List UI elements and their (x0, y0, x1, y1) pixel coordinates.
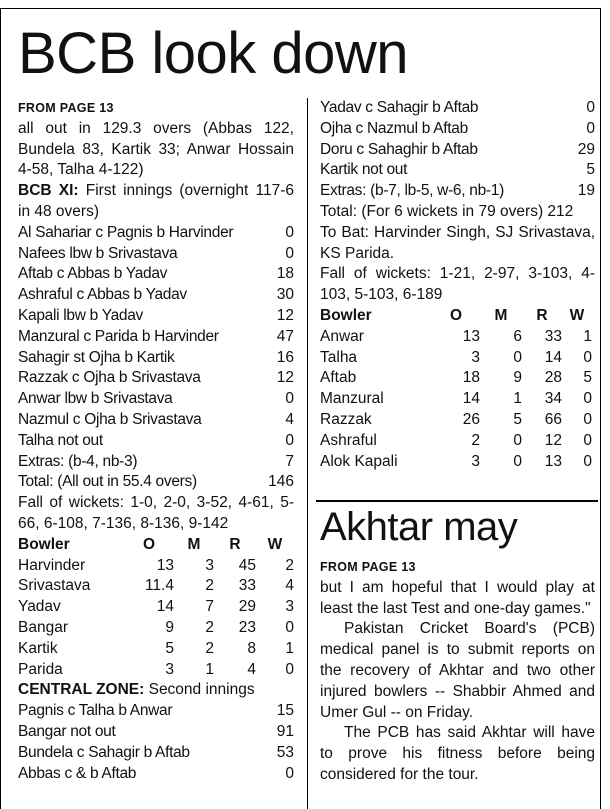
batsman-name: Extras: (b-4, nb-3) (18, 452, 138, 470)
runs-col-header: R (536, 306, 548, 324)
central-zone-label: CENTRAL ZONE: (18, 681, 145, 699)
batsman-name: Anwar lbw b Srivastava (18, 390, 173, 408)
batsman-runs: 0 (285, 431, 294, 449)
batsman-name: Total: (All out in 55.4 overs) (18, 473, 197, 491)
bowling-row (18, 576, 294, 597)
runs: 33 (544, 327, 562, 345)
bcb-xi-text: First innings (overnight 117-6 in 48 overs) (18, 182, 294, 220)
bcb-xi-heading (18, 181, 294, 223)
overs: 9 (165, 618, 174, 636)
wickets: 2 (285, 556, 294, 574)
batsman-name: Abbas c & b Aftab (18, 764, 137, 782)
batsman-runs: 146 (268, 473, 294, 491)
bowling-row (320, 431, 595, 452)
akhtar-kicker: FROM PAGE 13 (320, 560, 416, 574)
bowler-col-header: Bowler (18, 535, 70, 553)
top-rule (0, 8, 600, 9)
wickets: 1 (583, 327, 592, 345)
runs: 14 (544, 348, 562, 366)
overs: 13 (462, 327, 480, 345)
bowling-row (320, 327, 595, 348)
maidens-col-header: M (494, 306, 508, 324)
akhtar-story (320, 557, 595, 786)
batting-row (18, 472, 294, 493)
bcb-batting-list (18, 223, 294, 493)
overs: 14 (462, 390, 480, 408)
left-fall-of-wickets: Fall of wickets: 1-0, 2-0, 3-52, 4-61, 5-66, 6-108, 7-136, 8-136, 9-142 (18, 494, 294, 532)
akhtar-paragraph: but I am hopeful that I would play at least the last Test and one-day games." (320, 578, 595, 617)
overs: 11.4 (144, 577, 174, 595)
batsman-runs: 29 (577, 140, 595, 158)
runs: 23 (238, 618, 256, 636)
overs: 3 (165, 660, 174, 678)
batsman-name: Aftab c Abbas b Yadav (18, 265, 168, 283)
runs: 45 (238, 556, 256, 574)
runs: 33 (238, 577, 256, 595)
batsman-runs: 18 (276, 265, 294, 283)
batting-row (320, 119, 595, 140)
batting-row (320, 160, 595, 181)
bcb-xi-label: BCB XI: (18, 182, 79, 200)
overs: 13 (156, 556, 174, 574)
batting-row (18, 285, 294, 306)
wickets: 4 (285, 577, 294, 595)
batsman-name: Nafees lbw b Srivastava (18, 244, 178, 262)
batsman-name: Extras: (b-7, lb-5, w-6, nb-1) (320, 182, 504, 200)
bowling-row (320, 368, 595, 389)
batting-row (18, 410, 294, 431)
batting-row (18, 348, 294, 369)
overs: 14 (156, 598, 174, 616)
overs-col-header: O (142, 535, 156, 553)
right-column (320, 98, 595, 472)
batsman-runs: 91 (276, 722, 294, 740)
wickets: 3 (285, 598, 294, 616)
wickets: 1 (285, 639, 294, 657)
akhtar-paragraph: Pakistan Cricket Board's (PCB) medical panel is to submit reports on the recovery of Akhtar and two other injured bowlers -- Shabbir Ahmed and Umer Gul -- on Friday. (320, 620, 595, 721)
overs: 18 (462, 369, 480, 387)
bowling-row (320, 389, 595, 410)
batsman-runs: 15 (276, 702, 294, 720)
runs: 12 (544, 431, 562, 449)
bowling-row (18, 556, 294, 577)
akhtar-paragraph: The PCB has said Akhtar will have to prove his fitness before being considered for the tour. (320, 724, 595, 783)
central-batting-list (18, 701, 294, 784)
batting-row (18, 431, 294, 452)
maidens: 3 (205, 556, 214, 574)
batsman-name: Sahagir st Ojha b Kartik (18, 348, 175, 366)
runs: 4 (247, 660, 256, 678)
batsman-runs: 0 (285, 390, 294, 408)
right-bowling-table (320, 306, 595, 472)
batting-row (18, 701, 294, 722)
intro-text: all out in 129.3 overs (Abbas 122, Bundela 83, Kartik 33; Anwar Hossain 4-58, Talha 4-122) (18, 119, 294, 179)
runs: 29 (238, 598, 256, 616)
bowling-header-row (320, 306, 595, 327)
maidens: 5 (513, 410, 522, 428)
bowler-col-header: Bowler (320, 306, 372, 324)
batsman-runs: 5 (586, 161, 595, 179)
bowling-row (18, 660, 294, 681)
bowler-name: Yadav (18, 598, 61, 616)
runs: 8 (247, 639, 256, 657)
batsman-name: Nazmul c Ojha b Srivastava (18, 410, 202, 428)
runs: 13 (544, 452, 562, 470)
bowler-name: Harvinder (18, 556, 86, 574)
wickets: 0 (583, 348, 592, 366)
wickets: 0 (583, 431, 592, 449)
bowler-name: Kartik (18, 639, 58, 657)
maidens: 6 (513, 327, 522, 345)
overs: 3 (471, 452, 480, 470)
batsman-runs: 53 (276, 743, 294, 761)
bowling-row (320, 452, 595, 473)
batsman-name: Pagnis c Talha b Anwar (18, 702, 173, 720)
batsman-name: Doru c Sahaghir b Aftab (320, 140, 478, 158)
batsman-runs: 16 (276, 348, 294, 366)
batting-row (18, 327, 294, 348)
bowler-name: Talha (320, 348, 358, 366)
overs: 26 (462, 410, 480, 428)
batting-row (18, 368, 294, 389)
bowler-name: Razzak (320, 410, 372, 428)
batting-row (320, 181, 595, 202)
akhtar-headline: Akhtar may (320, 505, 518, 549)
batsman-runs: 12 (276, 369, 294, 387)
column-divider (307, 98, 308, 809)
overs: 5 (165, 639, 174, 657)
bowler-name: Aftab (320, 369, 357, 387)
right-total: Total: (For 6 wickets in 79 overs) 212 (320, 202, 574, 220)
batsman-runs: 0 (586, 99, 595, 116)
right-rule (600, 8, 601, 809)
batsman-runs: 12 (276, 306, 294, 324)
wickets: 0 (583, 410, 592, 428)
batting-row (18, 722, 294, 743)
batting-row (18, 223, 294, 244)
batting-row (18, 764, 294, 785)
bowler-name: Parida (18, 660, 63, 678)
maidens: 0 (513, 348, 522, 366)
batsman-name: Al Sahariar c Pagnis b Harvinder (18, 223, 234, 241)
maidens: 2 (205, 639, 214, 657)
maidens: 2 (205, 577, 214, 595)
bowler-name: Alok Kapali (320, 452, 398, 470)
batsman-name: Bangar not out (18, 722, 116, 740)
right-fall-of-wickets: Fall of wickets: 1-21, 2-97, 3-103, 4-103, 5-103, 6-189 (320, 265, 595, 304)
batting-row (18, 743, 294, 764)
bowling-row (18, 597, 294, 618)
bowler-name: Anwar (320, 327, 364, 345)
bowler-name: Ashraful (320, 431, 377, 449)
batsman-runs: 30 (276, 286, 294, 304)
to-bat: To Bat: Harvinder Singh, SJ Srivastava, KS Parida. (320, 223, 595, 262)
batting-row (18, 264, 294, 285)
wickets: 0 (583, 452, 592, 470)
wickets: 0 (583, 390, 592, 408)
bowling-row (18, 639, 294, 660)
batsman-runs: 0 (285, 223, 294, 241)
batting-row (18, 389, 294, 410)
batsman-runs: 7 (285, 452, 294, 470)
left-column (18, 98, 294, 784)
left-rule (0, 8, 1, 809)
maidens: 0 (513, 452, 522, 470)
overs: 2 (471, 431, 480, 449)
bowling-row (320, 410, 595, 431)
batting-row (18, 244, 294, 265)
maidens: 7 (205, 598, 214, 616)
runs: 34 (544, 390, 562, 408)
overs: 3 (471, 348, 480, 366)
batsman-runs: 0 (285, 244, 294, 262)
bowling-header-row (18, 535, 294, 556)
batsman-runs: 4 (285, 410, 294, 428)
central-zone-text: Second innings (144, 681, 255, 699)
wickets-col-header: W (267, 535, 283, 553)
batsman-name: Kartik not out (320, 161, 408, 179)
batsman-name: Ashraful c Abbas b Yadav (18, 286, 187, 304)
bowler-name: Manzural (320, 390, 384, 408)
maidens: 1 (205, 660, 214, 678)
batsman-name: Kapali lbw b Yadav (18, 306, 144, 324)
batting-row (18, 452, 294, 473)
batting-row (320, 98, 595, 119)
runs: 66 (544, 410, 562, 428)
batting-row (320, 140, 595, 161)
bowler-name: Bangar (18, 618, 68, 636)
batsman-runs: 0 (586, 119, 595, 137)
left-bowling-table (18, 535, 294, 681)
batsman-name: Yadav c Sahagir b Aftab (320, 99, 479, 116)
wickets-col-header: W (569, 306, 585, 324)
article-headline: BCB look down (18, 21, 409, 86)
batsman-name: Talha not out (18, 431, 103, 449)
left-kicker: FROM PAGE 13 (18, 101, 114, 115)
bowling-row (320, 348, 595, 369)
maidens-col-header: M (187, 535, 201, 553)
bowler-name: Srivastava (18, 577, 91, 595)
batsman-name: Manzural c Parida b Harvinder (18, 327, 219, 345)
batsman-name: Bundela c Sahagir b Aftab (18, 743, 190, 761)
batsman-runs: 47 (276, 327, 294, 345)
central-zone-heading (18, 680, 294, 701)
wickets: 0 (285, 660, 294, 678)
bowling-row (18, 618, 294, 639)
maidens: 9 (513, 369, 522, 387)
runs: 28 (544, 369, 562, 387)
batsman-runs: 0 (285, 764, 294, 782)
batting-row (18, 306, 294, 327)
batsman-runs: 19 (577, 182, 595, 200)
runs-col-header: R (229, 535, 241, 553)
overs-col-header: O (449, 306, 463, 324)
wickets: 0 (285, 618, 294, 636)
batsman-name: Razzak c Ojha b Srivastava (18, 369, 201, 387)
akhtar-divider (316, 500, 598, 502)
wickets: 5 (583, 369, 592, 387)
maidens: 1 (513, 390, 522, 408)
maidens: 2 (205, 618, 214, 636)
batsman-name: Ojha c Nazmul b Aftab (320, 119, 468, 137)
right-batting-list (320, 98, 595, 202)
maidens: 0 (513, 431, 522, 449)
